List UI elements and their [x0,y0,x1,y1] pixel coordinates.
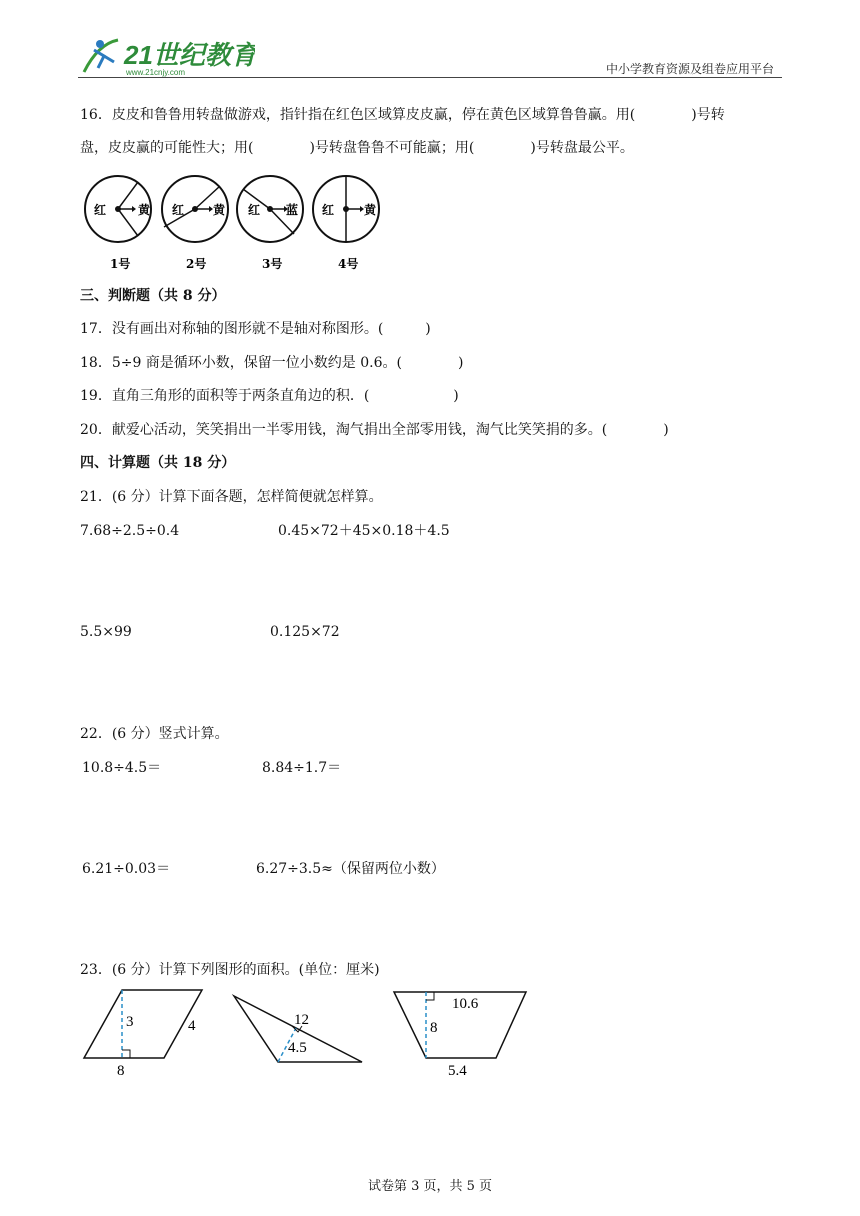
spinner-1 [85,176,151,271]
trap-bottom: 5.4 [448,1063,467,1079]
q22-title: 22．(6 分）竖式计算。 [80,726,229,742]
parallelogram-figure [84,990,202,1079]
q22-d: 6.27÷3.5≈（保留两位小数） [256,861,445,877]
platform-name: 中小学教育资源及组卷应用平台 [605,62,774,76]
para-base: 8 [117,1063,125,1079]
q19: 19．直角三角形的面积等于两条直角边的积．( ) [80,388,459,404]
section-4-title: 四、计算题（共 18 分） [80,455,236,471]
tri-height: 4.5 [288,1040,307,1056]
site-logo [80,34,255,78]
q22-c: 6.21÷0.03＝ [82,861,171,877]
spinner-1-right: 黄 [138,203,151,217]
spinner-2-label: 2号 [186,257,207,271]
q18: 18．5÷9 商是循环小数，保留一位小数约是 0.6。( ) [80,355,464,371]
tri-base: 12 [294,1012,309,1028]
q21-c: 5.5×99 [80,624,132,640]
spinner-4-right: 黄 [364,203,377,217]
trap-height: 8 [430,1020,438,1036]
spinner-3-right: 蓝 [286,203,299,217]
para-height: 3 [126,1014,134,1030]
area-figures [80,986,540,1080]
spinner-2 [162,176,228,271]
q21-d: 0.125×72 [270,624,340,640]
page-footer: 试卷第 3 页，共 5 页 [367,1179,493,1194]
section-3-title: 三、判断题（共 8 分） [80,288,226,304]
q22-a: 10.8÷4.5＝ [82,760,162,776]
logo-url: www.21cnjy.com [126,68,185,77]
header-divider [78,77,782,78]
q20: 20．献爱心活动，笑笑捐出一半零用钱，淘气捐出全部零用钱，淘气比笑笑捐的多。( ) [80,422,669,438]
trap-top: 10.6 [452,996,479,1012]
triangle-figure [234,996,362,1062]
q16-line2: 盘，皮皮赢的可能性大；用( )号转盘鲁鲁不可能赢；用( )号转盘最公平。 [80,140,634,156]
logo-text: 21世纪教育 [124,40,255,70]
spinner-3-label: 3号 [262,257,283,271]
para-side: 4 [188,1018,196,1034]
q21-title: 21．(6 分）计算下面各题，怎样简便就怎样算。 [80,489,383,505]
spinner-4 [313,176,379,271]
trapezoid-figure [394,992,526,1079]
spinner-4-label: 4号 [338,257,359,271]
spinner-2-left: 红 [172,203,185,217]
q21-a: 7.68÷2.5÷0.4 [80,523,180,539]
spinner-2-right: 黄 [213,203,226,217]
q23-title: 23．(6 分）计算下列图形的面积。(单位：厘米) [80,962,380,978]
q17: 17．没有画出对称轴的图形就不是轴对称图形。( ) [80,321,431,337]
q16-line1: 16．皮皮和鲁鲁用转盘做游戏，指针指在红色区域算皮皮赢，停在黄色区域算鲁鲁赢。用( )号转 [80,107,725,123]
spinner-1-label: 1号 [110,257,131,271]
spinner-3-left: 红 [248,203,261,217]
spinner-figure [80,172,390,276]
spinner-3 [237,176,303,271]
q22-b: 8.84÷1.7＝ [262,760,342,776]
spinner-4-left: 红 [322,203,335,217]
spinner-1-left: 红 [94,203,107,217]
q21-b: 0.45×72＋45×0.18＋4.5 [278,523,450,539]
